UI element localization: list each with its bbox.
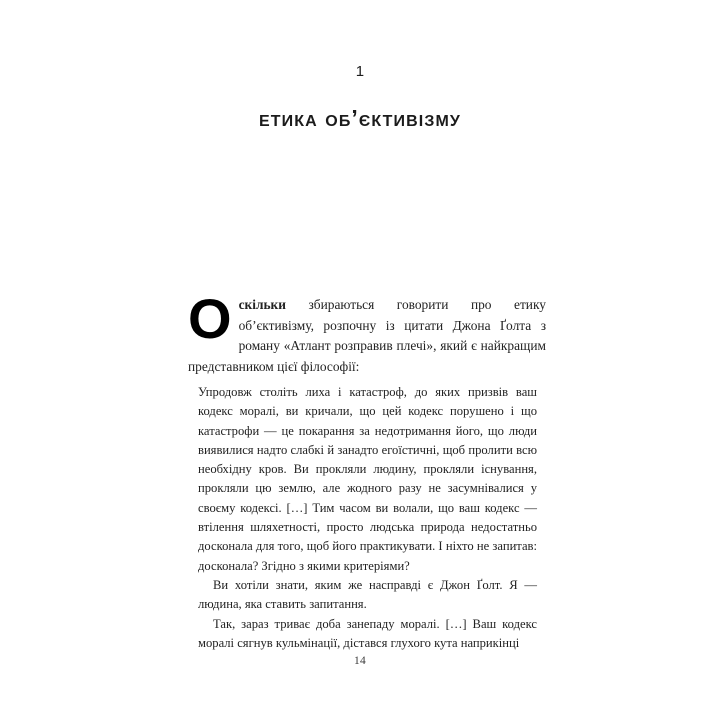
block-quote — [198, 383, 537, 653]
chapter-number: 1 — [355, 63, 365, 80]
lead-paragraph — [188, 287, 546, 377]
chapter-header — [0, 62, 720, 132]
quote-paragraph: Так, зараз триває доба занепаду моралі. […] Ваш кодекс моралі сягнув кульмінації, дістався глухого кута наприкінці — [198, 616, 537, 650]
page-number-folio: 14 — [353, 655, 367, 667]
lead-paragraph-text: збираються говорити про етику об’єктивізму, розпочну із цитати Джона Ґолта з роману «Атлант розправив плечі», який є найкращим представником цієї філософії: — [188, 297, 546, 374]
quote-paragraph: Упродовж століть лиха і катастроф, до яких призвів ваш кодекс моралі, ви кричали, що цей кодекс порушено і що катастрофи — це покарання за недотримання його, що люди виявилися надто слабкі й занадто егоїстичні, щоб пролити всю необхідну кров. Ви прокляли людину, прокляли існування, прокляли цю землю, але жодного разу не засумнівалися у своєму кодексі. […] Тим часом ви волали, що ваш кодекс — втілення шляхетності, просто людська природа недостатньо досконала для того, щоб його практикувати. І ніхто не запитав: досконала? Згідно з якими критеріями? — [198, 385, 537, 573]
lead-bold-run: скільки — [238, 297, 286, 312]
drop-cap: О — [188, 287, 231, 350]
quote-paragraph: Ви хотіли знати, яким же насправді є Джон Ґолт. Я — людина, яка ставить запитання. — [198, 577, 537, 612]
chapter-title: етика об’єктивізму — [259, 105, 461, 131]
body-text-block — [188, 287, 546, 377]
